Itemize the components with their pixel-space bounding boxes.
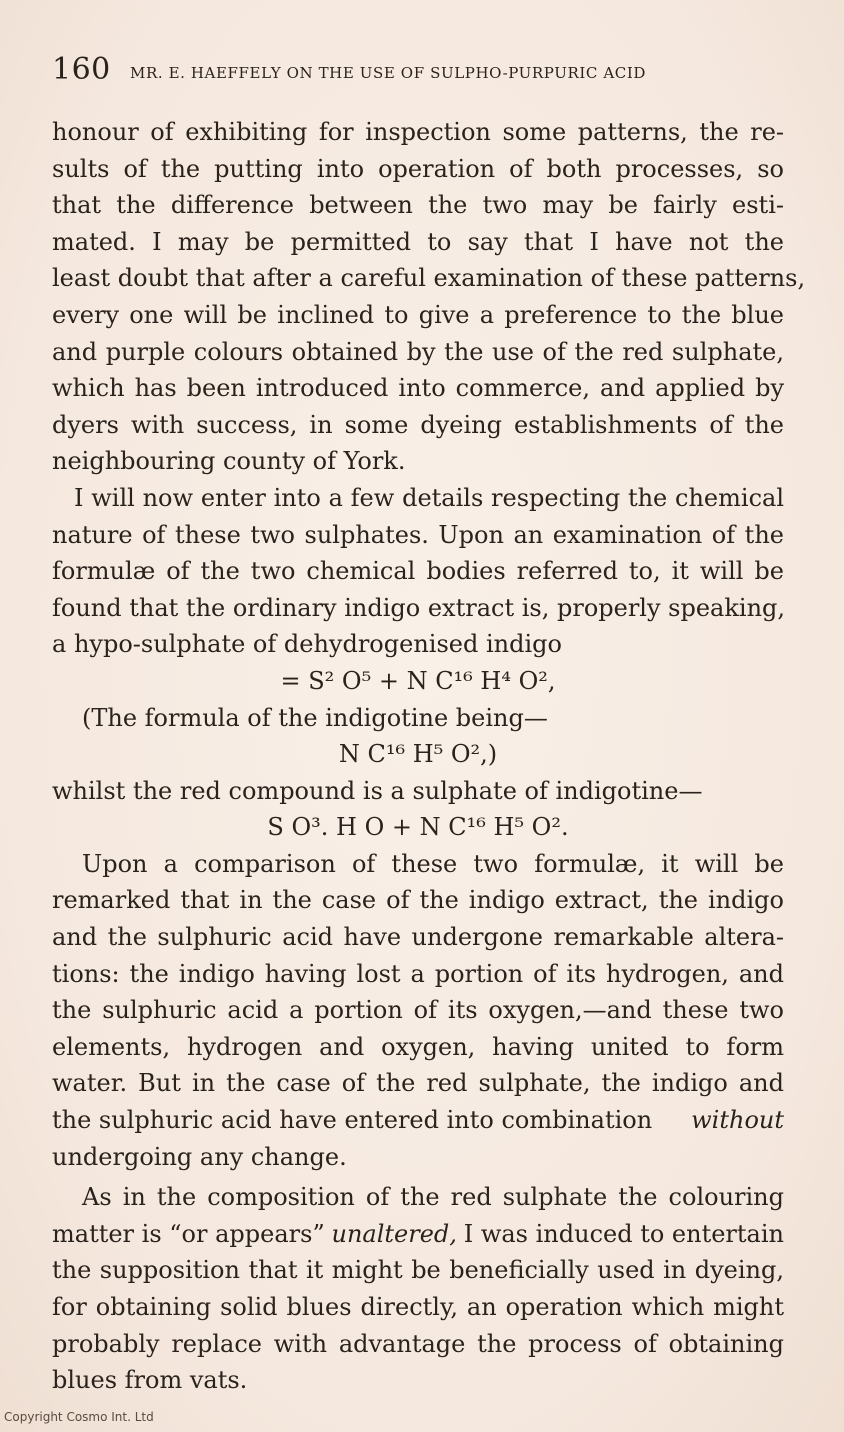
italic-word: without [691,1106,784,1135]
text-line [52,1102,784,1139]
page-number: 160 [52,52,111,87]
copyright-watermark: Copyright Cosmo Int. Ltd [4,1410,154,1424]
text-line: mated. I may be permitted to say that I have not the [52,227,784,256]
text-segment: I was induced to entertain [463,1219,784,1248]
text-line: remarked that in the case of the indigo extract, the indigo [52,886,784,915]
paragraph-start: I will now enter into a few details respecting the chemical [74,483,784,512]
text-line: which has been introduced into commerce, and applied by [52,374,784,403]
text-line: nature of these two sulphates. Upon an examination of the [52,520,784,549]
formula-indigotine: N C¹⁶ H⁵ O²,) [338,740,498,769]
text-line: sults of the putting into operation of both processes, so [52,154,784,183]
text-line: dyers with success, in some dyeing establishments of the [52,410,784,439]
text-line: undergoing any change. [52,1142,347,1171]
text-line: that the difference between the two may be fairly esti- [52,191,784,220]
text-segment: matter is “or appears” [52,1219,325,1248]
text-line: whilst the red compound is a sulphate of indigotine— [52,776,703,805]
text-line: the supposition that it might be beneficially used in dyeing, [52,1256,784,1285]
text-line: neighbouring county of York. [52,447,406,476]
italic-word: unaltered, [331,1219,457,1248]
page-header [52,52,792,96]
text-line: probably replace with advantage the process of obtaining [52,1329,784,1358]
formula-note: (The formula of the indigotine being— [82,703,548,732]
body-text [52,114,806,1399]
text-line [52,1216,784,1253]
text-line: a hypo-sulphate of dehydrogenised indigo [52,630,562,659]
text-line: water. But in the case of the red sulphate, the indigo and [52,1069,784,1098]
text-line: and purple colours obtained by the use of the red sulphate, [52,337,784,366]
text-line: least doubt that after a careful examination of these patterns, [52,264,806,293]
text-line: for obtaining solid blues directly, an operation which might [52,1293,784,1321]
formula-red-compound: S O³. H O + N C¹⁶ H⁵ O². [267,813,569,842]
formula-extract: = S² O⁵ + N C¹⁶ H⁴ O², [280,666,556,695]
text-line: formulæ of the two chemical bodies referred to, it will be [52,557,784,586]
paragraph-start: As in the composition of the red sulphate the colouring [82,1183,784,1212]
paragraph-start: Upon a comparison of these two formulæ, it will be [82,849,784,878]
text-line: found that the ordinary indigo extract is, properly speaking, [52,593,786,622]
text-segment: the sulphuric acid have entered into combination [52,1106,653,1135]
text-line: elements, hydrogen and oxygen, having united to form [52,1032,784,1061]
text-line: blues from vats. [52,1366,248,1395]
text-line: tions: the indigo having lost a portion of its hydrogen, and [52,959,784,988]
running-head: MR. E. HAEFFELY ON THE USE OF SULPHO-PURPURIC ACID [130,64,647,82]
text-line: every one will be inclined to give a preference to the blue [52,300,784,329]
text-line: honour of exhibiting for inspection some patterns, the re- [52,118,784,146]
text-line: the sulphuric acid a portion of its oxygen,—and these two [52,996,784,1025]
text-line: and the sulphuric acid have undergone remarkable altera- [52,923,784,952]
